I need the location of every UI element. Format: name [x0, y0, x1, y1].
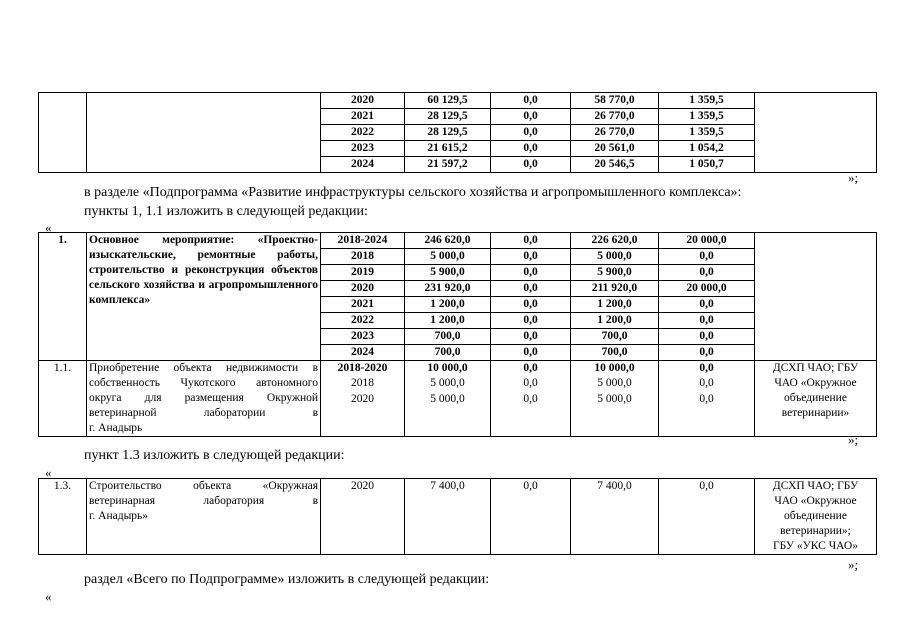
regional-cell: 700,0 — [571, 345, 659, 361]
federal-cell: 0,0 — [491, 345, 571, 361]
total-cell: 1 200,0 — [405, 313, 491, 329]
regional-cell: 58 770,0 — [571, 93, 659, 109]
year-cell — [321, 407, 405, 436]
total-cell: 5 000,0 — [405, 249, 491, 265]
total-cell: 10 000,0 — [405, 361, 491, 377]
local-cell: 0,0 — [659, 297, 755, 313]
opening-quote-2: « — [45, 465, 52, 480]
year-cell: 2023 — [321, 141, 405, 157]
executor-line: ЧАО «Окружное — [774, 377, 857, 389]
total-cell: 21 615,2 — [405, 141, 491, 157]
year-cell: 2018-2024 — [321, 233, 405, 249]
total-cell: 28 129,5 — [405, 109, 491, 125]
regional-cell: 700,0 — [571, 329, 659, 345]
local-cell: 0,0 — [659, 265, 755, 281]
federal-cell: 0,0 — [491, 281, 571, 297]
item-name-line: собственность Чукотского автономного — [89, 377, 318, 389]
item-name-line: Приобретение объекта недвижимости в — [89, 362, 318, 374]
total-cell: 60 129,5 — [405, 93, 491, 109]
year-cell: 2018 — [321, 249, 405, 265]
table-row — [39, 479, 877, 555]
local-cell: 1 359,5 — [659, 109, 755, 125]
federal-cell: 0,0 — [491, 93, 571, 109]
year-cell: 2022 — [321, 313, 405, 329]
executor-line: ветеринарии» — [781, 407, 850, 419]
item-name-line: округа для размещения Окружной — [89, 392, 318, 404]
local-cell — [659, 407, 755, 436]
executor-line: ЧАО «Окружное — [774, 495, 857, 507]
executor-line: ДСХП ЧАО; ГБУ — [772, 362, 859, 374]
total-cell: 700,0 — [405, 345, 491, 361]
federal-cell: 0,0 — [491, 125, 571, 141]
federal-cell: 0,0 — [491, 392, 571, 407]
year-cell: 2024 — [321, 345, 405, 361]
regional-cell: 5 000,0 — [571, 249, 659, 265]
federal-cell: 0,0 — [491, 265, 571, 281]
item-name — [87, 479, 321, 555]
executor-line: объединение — [784, 392, 847, 404]
local-cell: 1 054,2 — [659, 141, 755, 157]
closing-quote-3: »; — [848, 557, 859, 572]
closing-quote-2: »; — [848, 432, 859, 447]
number-cell — [39, 93, 87, 173]
local-cell: 0,0 — [659, 392, 755, 407]
item-13-table — [38, 478, 877, 555]
executor-line: ГБУ «УКС ЧАО» — [773, 540, 858, 552]
item-name-line: г. Анадырь — [89, 422, 143, 434]
local-cell: 0,0 — [659, 313, 755, 329]
total-cell: 700,0 — [405, 329, 491, 345]
local-cell: 0,0 — [659, 249, 755, 265]
regional-cell: 1 200,0 — [571, 313, 659, 329]
year-cell: 2021 — [321, 109, 405, 125]
year-cell: 2020 — [321, 93, 405, 109]
federal-cell: 0,0 — [491, 329, 571, 345]
year-cell: 2020 — [321, 281, 405, 297]
regional-cell: 5 000,0 — [571, 376, 659, 391]
main-table — [38, 232, 877, 437]
item-name-line: ветеринарная лаборатория в — [89, 495, 318, 507]
closing-quote-1: »; — [848, 170, 859, 185]
local-cell: 0,0 — [659, 329, 755, 345]
local-cell: 1 359,5 — [659, 93, 755, 109]
total-cell: 5 900,0 — [405, 265, 491, 281]
regional-cell: 5 900,0 — [571, 265, 659, 281]
item-number: 1.1. — [39, 361, 87, 437]
paragraph-points: пункты 1, 1.1 изложить в следующей редакции: — [84, 204, 368, 219]
regional-cell: 1 200,0 — [571, 297, 659, 313]
year-cell: 2024 — [321, 157, 405, 173]
regional-cell: 20 561,0 — [571, 141, 659, 157]
executor-line: объединение — [784, 510, 847, 522]
total-cell: 21 597,2 — [405, 157, 491, 173]
top-table — [38, 92, 877, 173]
executor-line: ветеринарии»; — [780, 525, 851, 537]
table-row — [39, 233, 877, 249]
year-cell: 2019 — [321, 265, 405, 281]
year-cell: 2021 — [321, 297, 405, 313]
executor-cell — [755, 361, 877, 437]
local-cell: 1 359,5 — [659, 125, 755, 141]
item-number: 1. — [39, 233, 87, 361]
local-cell: 20 000,0 — [659, 281, 755, 297]
year-cell: 2023 — [321, 329, 405, 345]
regional-cell: 7 400,0 — [571, 479, 659, 555]
local-cell: 20 000,0 — [659, 233, 755, 249]
paragraph-section-title: в разделе «Подпрограмма «Развитие инфраструктуры сельского хозяйства и агропромышленного комплекса»: — [84, 185, 742, 200]
year-cell: 2020 — [321, 479, 405, 555]
total-cell: 28 129,5 — [405, 125, 491, 141]
federal-cell: 0,0 — [491, 479, 571, 555]
local-cell: 1 050,7 — [659, 157, 755, 173]
item-number: 1.3. — [39, 479, 87, 555]
local-cell: 0,0 — [659, 345, 755, 361]
table-row — [39, 93, 877, 109]
regional-cell: 20 546,5 — [571, 157, 659, 173]
executor-line: ДСХП ЧАО; ГБУ — [772, 480, 859, 492]
total-cell: 7 400,0 — [405, 479, 491, 555]
total-cell: 246 620,0 — [405, 233, 491, 249]
federal-cell: 0,0 — [491, 376, 571, 391]
regional-cell: 211 920,0 — [571, 281, 659, 297]
regional-cell: 10 000,0 — [571, 361, 659, 377]
paragraph-total-section: раздел «Всего по Подпрограмме» изложить в следующей редакции: — [84, 572, 490, 587]
federal-cell: 0,0 — [491, 313, 571, 329]
year-cell: 2022 — [321, 125, 405, 141]
year-cell: 2018 — [321, 376, 405, 391]
total-cell: 5 000,0 — [405, 392, 491, 407]
federal-cell — [491, 407, 571, 436]
federal-cell: 0,0 — [491, 233, 571, 249]
regional-cell — [571, 407, 659, 436]
executor-cell — [755, 479, 877, 555]
regional-cell: 26 770,0 — [571, 109, 659, 125]
federal-cell: 0,0 — [491, 249, 571, 265]
local-cell: 0,0 — [659, 361, 755, 377]
item-name-line: Строительство объекта «Окружная — [89, 480, 318, 492]
item-name-line: ветеринарной лаборатории в — [89, 407, 318, 419]
federal-cell: 0,0 — [491, 141, 571, 157]
regional-cell: 26 770,0 — [571, 125, 659, 141]
regional-cell: 5 000,0 — [571, 392, 659, 407]
total-cell: 5 000,0 — [405, 376, 491, 391]
executor-cell — [755, 233, 877, 361]
total-cell — [405, 407, 491, 436]
federal-cell: 0,0 — [491, 109, 571, 125]
opening-quote-3: « — [45, 589, 52, 604]
table-row — [39, 361, 877, 377]
item-name: Основное мероприятие: «Проектно-изыскательские, ремонтные работы, строительство и реконструкция объектов сельского хозяйства и агропромышленного комплекса» — [87, 233, 321, 361]
local-cell: 0,0 — [659, 479, 755, 555]
total-cell: 1 200,0 — [405, 297, 491, 313]
year-cell: 2020 — [321, 392, 405, 407]
paragraph-point-13: пункт 1.3 изложить в следующей редакции: — [84, 448, 345, 463]
federal-cell: 0,0 — [491, 297, 571, 313]
item-name — [87, 361, 321, 437]
federal-cell: 0,0 — [491, 157, 571, 173]
local-cell: 0,0 — [659, 376, 755, 391]
federal-cell: 0,0 — [491, 361, 571, 377]
opening-quote-1: « — [45, 220, 52, 235]
total-cell: 231 920,0 — [405, 281, 491, 297]
regional-cell: 226 620,0 — [571, 233, 659, 249]
item-name-line: г. Анадырь» — [89, 510, 149, 522]
executor-cell — [755, 93, 877, 173]
year-cell: 2018-2020 — [321, 361, 405, 377]
name-cell — [87, 93, 321, 173]
